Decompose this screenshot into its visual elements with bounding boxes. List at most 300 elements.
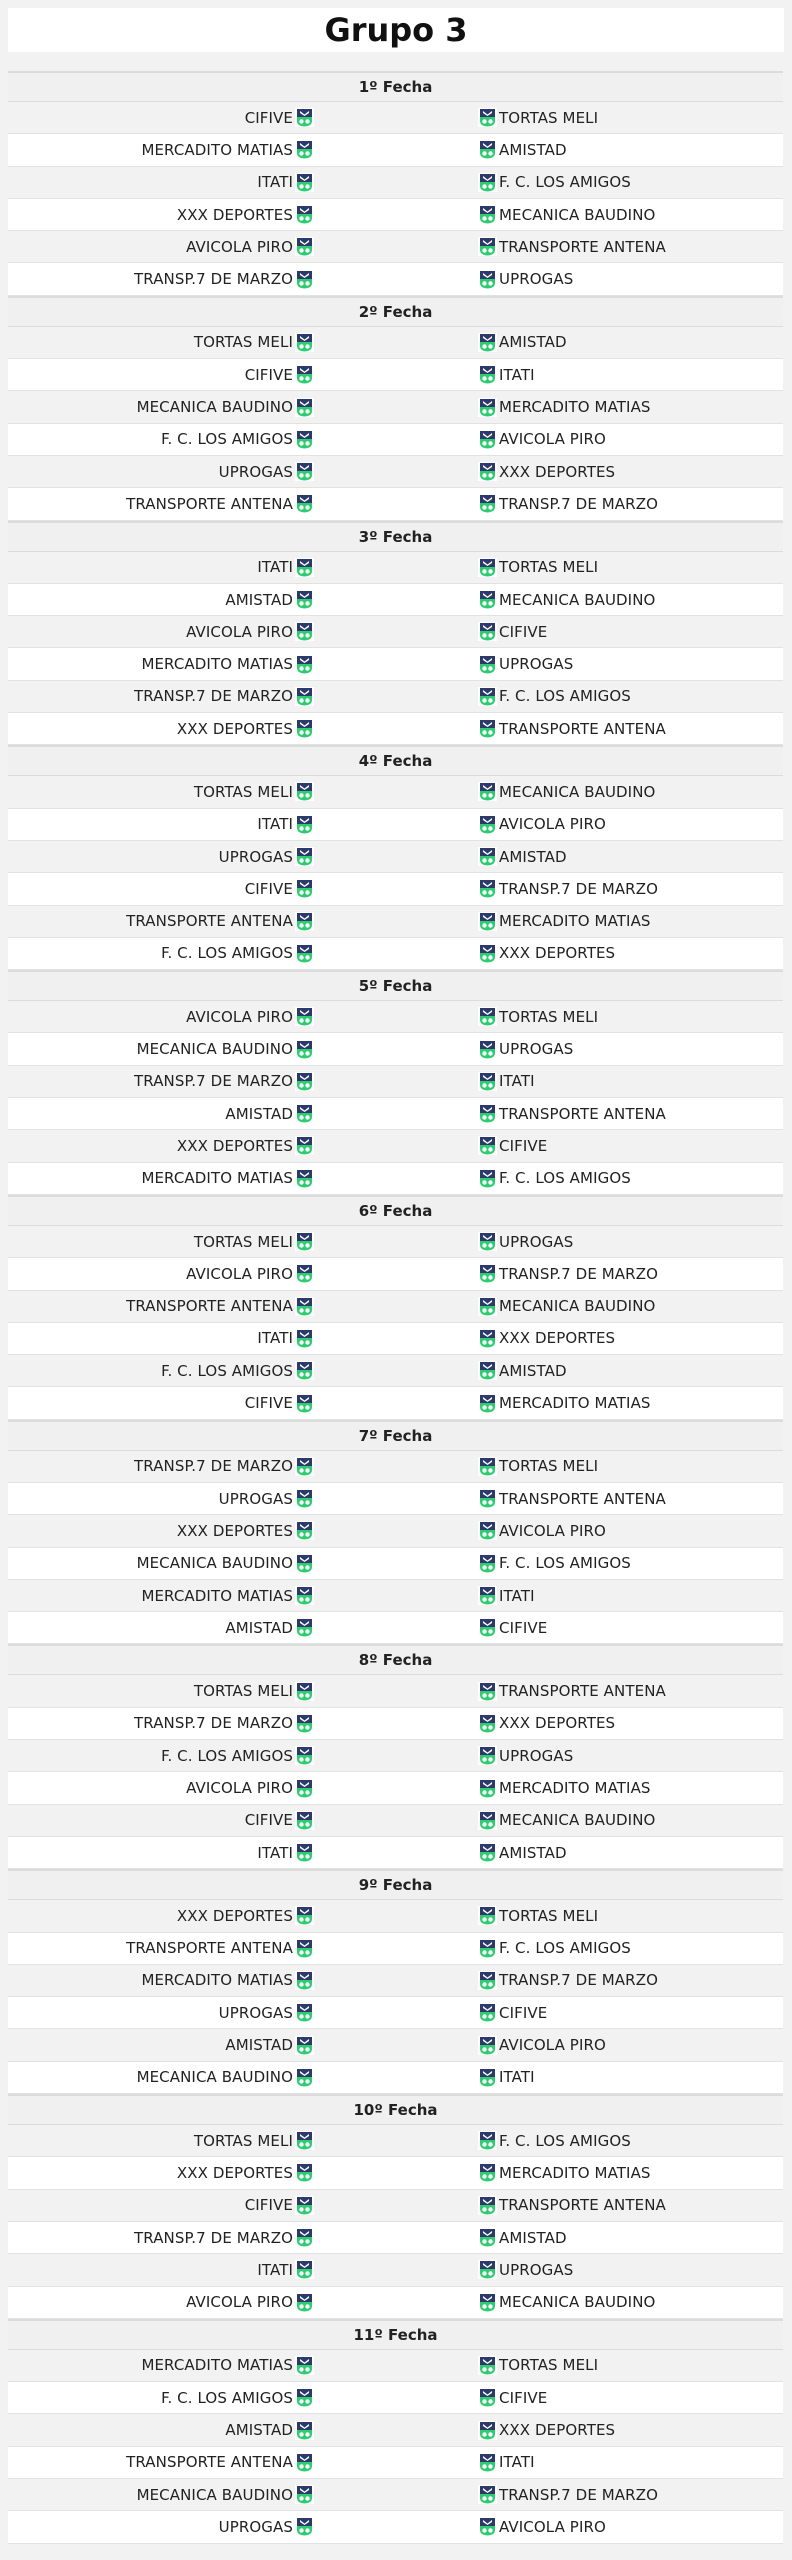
home-team-name: ITATI (257, 815, 293, 834)
team-shield-icon (295, 655, 314, 674)
match-row (8, 873, 783, 905)
away-team-name: MECANICA BAUDINO (499, 2293, 656, 2312)
home-team-name: TRANSPORTE ANTENA (126, 1939, 293, 1958)
match-row (8, 1483, 783, 1515)
home-team-name: XXX DEPORTES (176, 719, 293, 738)
team-shield-icon (478, 1682, 497, 1701)
home-team-name: F. C. LOS AMIGOS (161, 1361, 293, 1380)
match-row (8, 1515, 783, 1547)
team-shield-icon (478, 558, 497, 577)
match-row (8, 1130, 783, 1162)
team-shield-icon (295, 1136, 314, 1155)
match-row (8, 359, 783, 391)
home-team (8, 2131, 314, 2150)
away-team-name: F. C. LOS AMIGOS (499, 1939, 631, 1958)
match-row (8, 1387, 783, 1419)
team-shield-icon (478, 1394, 497, 1413)
away-team (478, 1779, 783, 1798)
team-shield-icon (478, 1232, 497, 1251)
away-team-name: ITATI (499, 1586, 535, 1605)
match-row (8, 2062, 783, 2094)
team-shield-icon (478, 494, 497, 513)
match-row (8, 2382, 783, 2414)
team-shield-icon (295, 2131, 314, 2150)
match-row (8, 2479, 783, 2511)
team-shield-icon (478, 1007, 497, 1026)
home-team-name: TRANSP.7 DE MARZO (134, 1457, 293, 1476)
away-team-name: TRANSPORTE ANTENA (499, 1104, 666, 1123)
match-row (8, 776, 783, 808)
home-team (8, 1714, 314, 1733)
round-header: 3º Fecha (8, 521, 783, 552)
team-shield-icon (478, 237, 497, 256)
team-shield-icon (295, 912, 314, 931)
home-team-name: AVICOLA PIRO (186, 2293, 293, 2312)
match-row (8, 1837, 783, 1869)
away-team-name: XXX DEPORTES (499, 1329, 616, 1348)
away-team-name: UPROGAS (499, 1232, 574, 1251)
round-header: 1º Fecha (8, 71, 783, 102)
home-team (8, 1104, 314, 1123)
home-team-name: CIFIVE (244, 108, 293, 127)
match-row (8, 1163, 783, 1195)
team-shield-icon (478, 1521, 497, 1540)
home-team (8, 2356, 314, 2375)
round-header: 4º Fecha (8, 745, 783, 776)
away-team-name: ITATI (499, 2068, 535, 2087)
team-shield-icon (478, 1169, 497, 1188)
away-team (478, 558, 783, 577)
match-row (8, 1805, 783, 1837)
home-team-name: CIFIVE (244, 1394, 293, 1413)
home-team (8, 1329, 314, 1348)
match-row (8, 1451, 783, 1483)
team-shield-icon (295, 847, 314, 866)
away-team (478, 1906, 783, 1925)
match-row (8, 648, 783, 680)
home-team-name: AVICOLA PIRO (186, 622, 293, 641)
away-team-name: AMISTAD (499, 2228, 567, 2247)
home-team (8, 2293, 314, 2312)
team-shield-icon (478, 205, 497, 224)
team-shield-icon (478, 944, 497, 963)
team-shield-icon (478, 1746, 497, 1765)
away-team-name: TRANSPORTE ANTENA (499, 719, 666, 738)
home-team (8, 173, 314, 192)
match-row (8, 2414, 783, 2446)
match-row (8, 263, 783, 295)
away-team (478, 2293, 783, 2312)
team-shield-icon (295, 430, 314, 449)
away-team (478, 270, 783, 289)
away-team-name: AVICOLA PIRO (499, 2036, 606, 2055)
away-team (478, 2003, 783, 2022)
home-team (8, 108, 314, 127)
away-team-name: UPROGAS (499, 270, 574, 289)
home-team (8, 1939, 314, 1958)
away-team (478, 879, 783, 898)
team-shield-icon (295, 1361, 314, 1380)
team-shield-icon (478, 173, 497, 192)
team-shield-icon (478, 365, 497, 384)
home-team-name: CIFIVE (244, 1811, 293, 1830)
match-row (8, 1291, 783, 1323)
match-row (8, 199, 783, 231)
home-team-name: TRANSP.7 DE MARZO (134, 1072, 293, 1091)
team-shield-icon (295, 2453, 314, 2472)
team-shield-icon (478, 2068, 497, 2087)
home-team-name: AMISTAD (225, 590, 293, 609)
team-shield-icon (478, 1554, 497, 1573)
away-team-name: ITATI (499, 365, 535, 384)
team-shield-icon (295, 2388, 314, 2407)
home-team-name: F. C. LOS AMIGOS (161, 430, 293, 449)
match-row (8, 1355, 783, 1387)
round-header: 6º Fecha (8, 1195, 783, 1226)
match-row (8, 327, 783, 359)
home-team-name: TORTAS MELI (193, 1232, 293, 1251)
away-team-name: UPROGAS (499, 2260, 574, 2279)
away-team (478, 365, 783, 384)
away-team (478, 1618, 783, 1637)
home-team-name: TRANSP.7 DE MARZO (134, 687, 293, 706)
home-team (8, 2260, 314, 2279)
round-header: 7º Fecha (8, 1420, 783, 1451)
away-team-name: TRANSP.7 DE MARZO (499, 2485, 658, 2504)
away-team-name: TORTAS MELI (499, 1457, 599, 1476)
away-team-name: XXX DEPORTES (499, 2421, 616, 2440)
home-team-name: TRANSP.7 DE MARZO (134, 2228, 293, 2247)
team-shield-icon (295, 1843, 314, 1862)
home-team-name: XXX DEPORTES (176, 205, 293, 224)
match-row (8, 1900, 783, 1932)
team-shield-icon (295, 1811, 314, 1830)
away-team (478, 205, 783, 224)
team-shield-icon (295, 2163, 314, 2182)
team-shield-icon (295, 2485, 314, 2504)
away-team (478, 237, 783, 256)
match-row (8, 1612, 783, 1644)
match-row (8, 2157, 783, 2189)
team-shield-icon (478, 1714, 497, 1733)
away-team (478, 2453, 783, 2472)
match-row (8, 1033, 783, 1065)
team-shield-icon (478, 2131, 497, 2150)
away-team (478, 2163, 783, 2182)
team-shield-icon (295, 270, 314, 289)
home-team (8, 815, 314, 834)
away-team-name: UPROGAS (499, 655, 574, 674)
away-team-name: TORTAS MELI (499, 1906, 599, 1925)
home-team (8, 1682, 314, 1701)
away-team-name: ITATI (499, 2453, 535, 2472)
team-shield-icon (478, 430, 497, 449)
team-shield-icon (478, 1457, 497, 1476)
away-team (478, 1264, 783, 1283)
away-team (478, 333, 783, 352)
home-team (8, 2228, 314, 2247)
team-shield-icon (295, 237, 314, 256)
home-team-name: AVICOLA PIRO (186, 237, 293, 256)
team-shield-icon (478, 108, 497, 127)
away-team (478, 494, 783, 513)
match-row (8, 1098, 783, 1130)
away-team-name: CIFIVE (499, 1136, 548, 1155)
away-team-name: TORTAS MELI (499, 558, 599, 577)
team-shield-icon (295, 365, 314, 384)
team-shield-icon (295, 1232, 314, 1251)
home-team (8, 1264, 314, 1283)
team-shield-icon (478, 1906, 497, 1925)
team-shield-icon (295, 1746, 314, 1765)
home-team (8, 1586, 314, 1605)
home-team-name: XXX DEPORTES (176, 1136, 293, 1155)
team-shield-icon (295, 944, 314, 963)
away-team-name: AVICOLA PIRO (499, 815, 606, 834)
team-shield-icon (478, 2003, 497, 2022)
team-shield-icon (478, 2036, 497, 2055)
away-team-name: CIFIVE (499, 1618, 548, 1637)
away-team-name: TRANSP.7 DE MARZO (499, 494, 658, 513)
home-team-name: ITATI (257, 173, 293, 192)
match-row (8, 1772, 783, 1804)
team-shield-icon (295, 1007, 314, 1026)
team-shield-icon (478, 687, 497, 706)
home-team (8, 558, 314, 577)
team-shield-icon (295, 2228, 314, 2247)
match-row (8, 456, 783, 488)
away-team-name: MERCADITO MATIAS (499, 398, 651, 417)
team-shield-icon (295, 782, 314, 801)
team-shield-icon (295, 1906, 314, 1925)
match-row (8, 424, 783, 456)
away-team-name: MECANICA BAUDINO (499, 782, 656, 801)
home-team (8, 879, 314, 898)
match-row (8, 2190, 783, 2222)
away-team (478, 398, 783, 417)
home-team (8, 2388, 314, 2407)
team-shield-icon (478, 2421, 497, 2440)
away-team (478, 687, 783, 706)
team-shield-icon (295, 1521, 314, 1540)
team-shield-icon (478, 1361, 497, 1380)
title-box (8, 8, 784, 52)
home-team (8, 2453, 314, 2472)
away-team-name: MERCADITO MATIAS (499, 1394, 651, 1413)
away-team-name: AMISTAD (499, 847, 567, 866)
home-team (8, 1297, 314, 1316)
away-team-name: TRANSPORTE ANTENA (499, 1489, 666, 1508)
team-shield-icon (478, 1618, 497, 1637)
round-header: 5º Fecha (8, 970, 783, 1001)
team-shield-icon (478, 1779, 497, 1798)
team-shield-icon (478, 912, 497, 931)
away-team (478, 430, 783, 449)
home-team (8, 1361, 314, 1380)
match-row (8, 584, 783, 616)
team-shield-icon (478, 1329, 497, 1348)
team-shield-icon (478, 719, 497, 738)
home-team-name: MECANICA BAUDINO (136, 2068, 293, 2087)
round-header: 2º Fecha (8, 296, 783, 327)
away-team (478, 462, 783, 481)
team-shield-icon (295, 2068, 314, 2087)
team-shield-icon (478, 333, 497, 352)
team-shield-icon (478, 2388, 497, 2407)
team-shield-icon (295, 815, 314, 834)
team-shield-icon (295, 1586, 314, 1605)
home-team (8, 237, 314, 256)
home-team (8, 2517, 314, 2536)
team-shield-icon (478, 1586, 497, 1605)
match-row (8, 102, 783, 134)
away-team (478, 2388, 783, 2407)
team-shield-icon (478, 2163, 497, 2182)
away-team-name: AVICOLA PIRO (499, 1521, 606, 1540)
team-shield-icon (295, 2260, 314, 2279)
home-team (8, 1007, 314, 1026)
home-team (8, 1232, 314, 1251)
away-team-name: F. C. LOS AMIGOS (499, 2131, 631, 2150)
home-team (8, 2421, 314, 2440)
away-team (478, 1329, 783, 1348)
page-title: Grupo 3 (324, 11, 468, 49)
away-team-name: XXX DEPORTES (499, 1714, 616, 1733)
away-team (478, 1714, 783, 1733)
home-team-name: TORTAS MELI (193, 2131, 293, 2150)
match-row (8, 1708, 783, 1740)
team-shield-icon (295, 333, 314, 352)
team-shield-icon (295, 2293, 314, 2312)
home-team-name: TRANSPORTE ANTENA (126, 2453, 293, 2472)
away-team (478, 1072, 783, 1091)
team-shield-icon (295, 2196, 314, 2215)
away-team (478, 815, 783, 834)
home-team (8, 2196, 314, 2215)
away-team (478, 847, 783, 866)
match-row (8, 1066, 783, 1098)
home-team (8, 1906, 314, 1925)
home-team-name: TRANSPORTE ANTENA (126, 494, 293, 513)
home-team-name: MECANICA BAUDINO (136, 2485, 293, 2504)
team-shield-icon (295, 1779, 314, 1798)
team-shield-icon (295, 2036, 314, 2055)
match-row (8, 1740, 783, 1772)
home-team-name: UPROGAS (218, 1489, 293, 1508)
team-shield-icon (295, 1971, 314, 1990)
team-shield-icon (295, 462, 314, 481)
match-row (8, 1323, 783, 1355)
away-team-name: F. C. LOS AMIGOS (499, 687, 631, 706)
home-team-name: UPROGAS (218, 2003, 293, 2022)
home-team-name: AMISTAD (225, 2421, 293, 2440)
home-team (8, 2485, 314, 2504)
away-team (478, 1394, 783, 1413)
away-team (478, 622, 783, 641)
home-team (8, 2036, 314, 2055)
team-shield-icon (295, 2003, 314, 2022)
away-team (478, 1104, 783, 1123)
away-team-name: TRANSPORTE ANTENA (499, 1682, 666, 1701)
team-shield-icon (478, 462, 497, 481)
home-team-name: MECANICA BAUDINO (136, 1554, 293, 1573)
team-shield-icon (295, 1297, 314, 1316)
team-shield-icon (295, 1554, 314, 1573)
away-team-name: F. C. LOS AMIGOS (499, 1169, 631, 1188)
away-team-name: MERCADITO MATIAS (499, 912, 651, 931)
round-header: 10º Fecha (8, 2094, 783, 2125)
team-shield-icon (478, 2453, 497, 2472)
team-shield-icon (478, 1072, 497, 1091)
team-shield-icon (295, 1714, 314, 1733)
match-row (8, 167, 783, 199)
team-shield-icon (295, 140, 314, 159)
home-team-name: AVICOLA PIRO (186, 1779, 293, 1797)
away-team-name: CIFIVE (499, 2388, 548, 2407)
away-team (478, 1040, 783, 1059)
away-team (478, 1554, 783, 1573)
home-team-name: TORTAS MELI (193, 782, 293, 801)
team-shield-icon (478, 2293, 497, 2312)
home-team-name: AMISTAD (225, 2036, 293, 2055)
match-row (8, 1965, 783, 1997)
away-team (478, 2356, 783, 2375)
home-team-name: TRANSP.7 DE MARZO (134, 270, 293, 289)
home-team (8, 782, 314, 801)
team-shield-icon (295, 1489, 314, 1508)
match-row (8, 2029, 783, 2061)
home-team (8, 1618, 314, 1637)
away-team (478, 1939, 783, 1958)
team-shield-icon (295, 590, 314, 609)
home-team (8, 655, 314, 674)
home-team-name: MERCADITO MATIAS (141, 655, 293, 674)
away-team (478, 1457, 783, 1476)
home-team-name: MERCADITO MATIAS (141, 1169, 293, 1188)
away-team (478, 1586, 783, 1605)
home-team (8, 365, 314, 384)
home-team (8, 590, 314, 609)
away-team-name: TRANSPORTE ANTENA (499, 237, 666, 256)
match-row (8, 391, 783, 423)
home-team (8, 1811, 314, 1830)
away-team (478, 912, 783, 931)
match-row (8, 2254, 783, 2286)
away-team-name: CIFIVE (499, 622, 548, 641)
home-team (8, 333, 314, 352)
home-team (8, 622, 314, 641)
away-team-name: AMISTAD (499, 140, 567, 159)
team-shield-icon (478, 1104, 497, 1123)
home-team (8, 912, 314, 931)
home-team-name: F. C. LOS AMIGOS (161, 944, 293, 963)
team-shield-icon (478, 2485, 497, 2504)
home-team-name: CIFIVE (244, 879, 293, 898)
fixture-list (8, 71, 783, 2544)
match-row (8, 938, 783, 970)
team-shield-icon (295, 398, 314, 417)
away-team-name: MERCADITO MATIAS (499, 1779, 651, 1797)
team-shield-icon (295, 1072, 314, 1091)
team-shield-icon (295, 687, 314, 706)
home-team (8, 462, 314, 481)
team-shield-icon (478, 2196, 497, 2215)
team-shield-icon (295, 1104, 314, 1123)
home-team-name: ITATI (257, 1329, 293, 1348)
home-team-name: XXX DEPORTES (176, 1906, 293, 1925)
team-shield-icon (295, 2517, 314, 2536)
home-team-name: MECANICA BAUDINO (136, 1040, 293, 1059)
